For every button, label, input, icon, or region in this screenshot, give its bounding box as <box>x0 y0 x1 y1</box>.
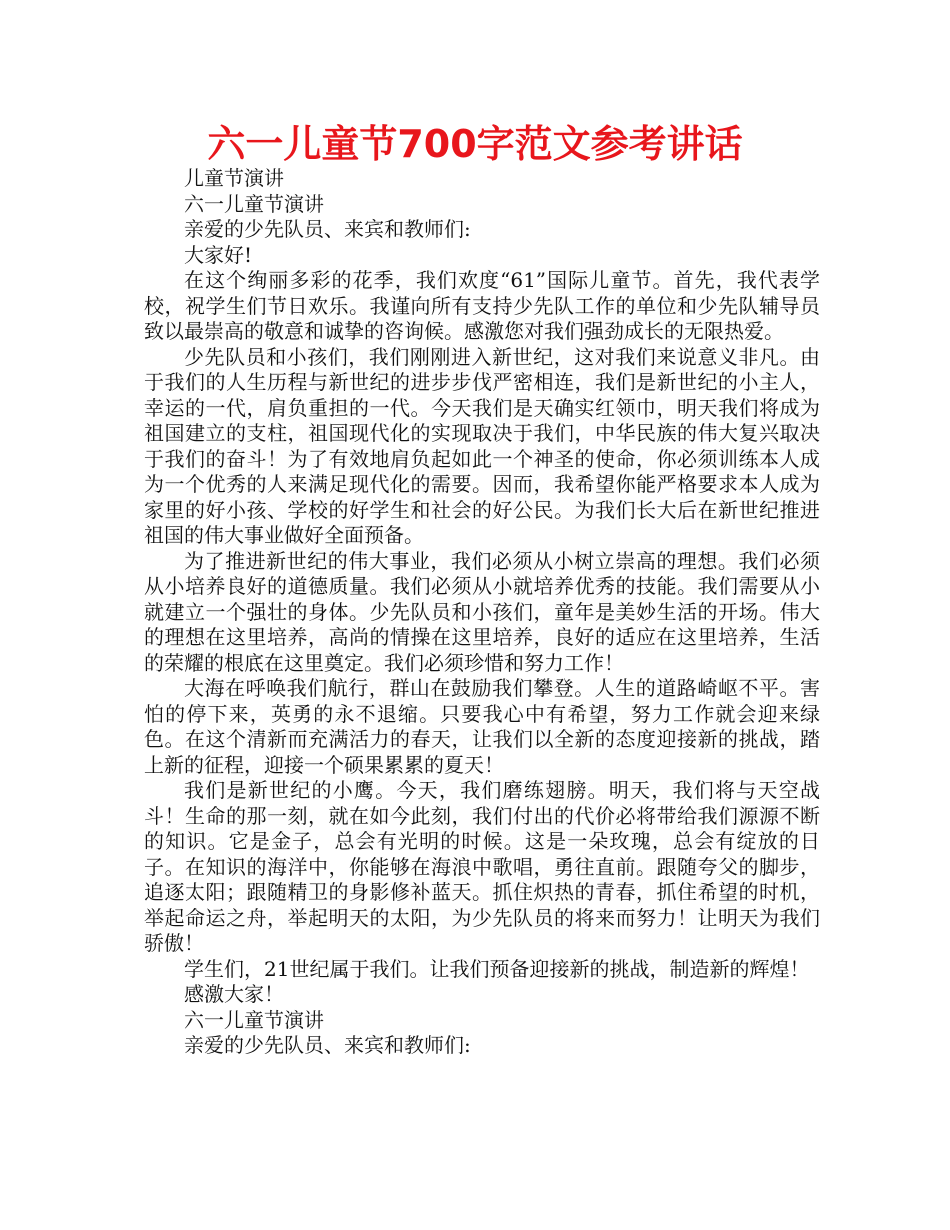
paragraph: 少先队员和小孩们，我们刚刚进入新世纪，这对我们来说意义非凡。由于我们的人生历程与新世纪的进步步伐严密相连，我们是新世纪的小主人，幸运的一代，肩负重担的一代。今天我们是天确实红领巾，明天我们将成为祖国建立的支柱，祖国现代化的实现取决于我们，中华民族的伟大复兴取决于我们的奋斗！为了有效地肩负起如此一个神圣的使命，你必须训练本人成为一个优秀的人来满足现代化的需要。因而，我希望你能严格要求本人成为家里的好小孩、学校的好学生和社会的好公民。为我们长大后在新世纪推进祖国的伟大事业做好全面预备。 <box>144 344 820 547</box>
paragraph: 我们是新世纪的小鹰。今天，我们磨练翅膀。明天，我们将与天空战斗！生命的那一刻，就在如今此刻，我们付出的代价必将带给我们源源不断的知识。它是金子，总会有光明的时候。这是一朵玫瑰，总会有绽放的日子。在知识的海洋中，你能够在海浪中歌唱，勇往直前。跟随夸父的脚步，追逐太阳；跟随精卫的身影修补蓝天。抓住炽热的青春，抓住希望的时机，举起命运之舟，举起明天的太阳，为少先队员的将来而努力！让明天为我们骄傲！ <box>144 778 820 955</box>
document-body <box>144 166 820 1059</box>
paragraph: 学生们，21世纪属于我们。让我们预备迎接新的挑战，制造新的辉煌！ <box>184 956 810 981</box>
paragraph: 亲爱的少先队员、来宾和教师们: <box>184 1033 471 1057</box>
paragraph: 六一儿童节演讲 <box>184 191 324 216</box>
paragraph: 感激大家！ <box>184 982 284 1006</box>
paragraph: 为了推进新世纪的伟大事业，我们必须从小树立崇高的理想。我们必须从小培养良好的道德质量。我们必须从小就培养优秀的技能。我们需要从小就建立一个强壮的身体。少先队员和小孩们，童年是美妙生活的开场。伟大的理想在这里培养，高尚的情操在这里培养，良好的适应在这里培养，生活的荣耀的根底在这里奠定。我们必须珍惜和努力工作！ <box>144 548 820 675</box>
paragraph: 儿童节演讲 <box>184 166 284 190</box>
paragraph: 在这个绚丽多彩的花季，我们欢度“61”国际儿童节。首先，我代表学校，祝学生们节日欢乐。我谨向所有支持少先队工作的单位和少先队辅导员致以最崇高的敬意和诚挚的咨询候。感激您对我们强劲成长的无限热爱。 <box>144 268 820 343</box>
paragraph: 亲爱的少先队员、来宾和教师们: <box>184 217 471 241</box>
paragraph: 六一儿童节演讲 <box>184 1007 324 1032</box>
paragraph: 大家好! <box>184 242 253 267</box>
paragraph: 大海在呼唤我们航行，群山在鼓励我们攀登。人生的道路崎岖不平。害怕的停下来，英勇的永不退缩。只要我心中有希望，努力工作就会迎来绿色。在这个清新而充满活力的春天，让我们以全新的态度迎接新的挑战，踏上新的征程，迎接一个硕果累累的夏天！ <box>144 676 820 777</box>
document-title: 六一儿童节700字范文参考讲话 <box>207 122 743 166</box>
